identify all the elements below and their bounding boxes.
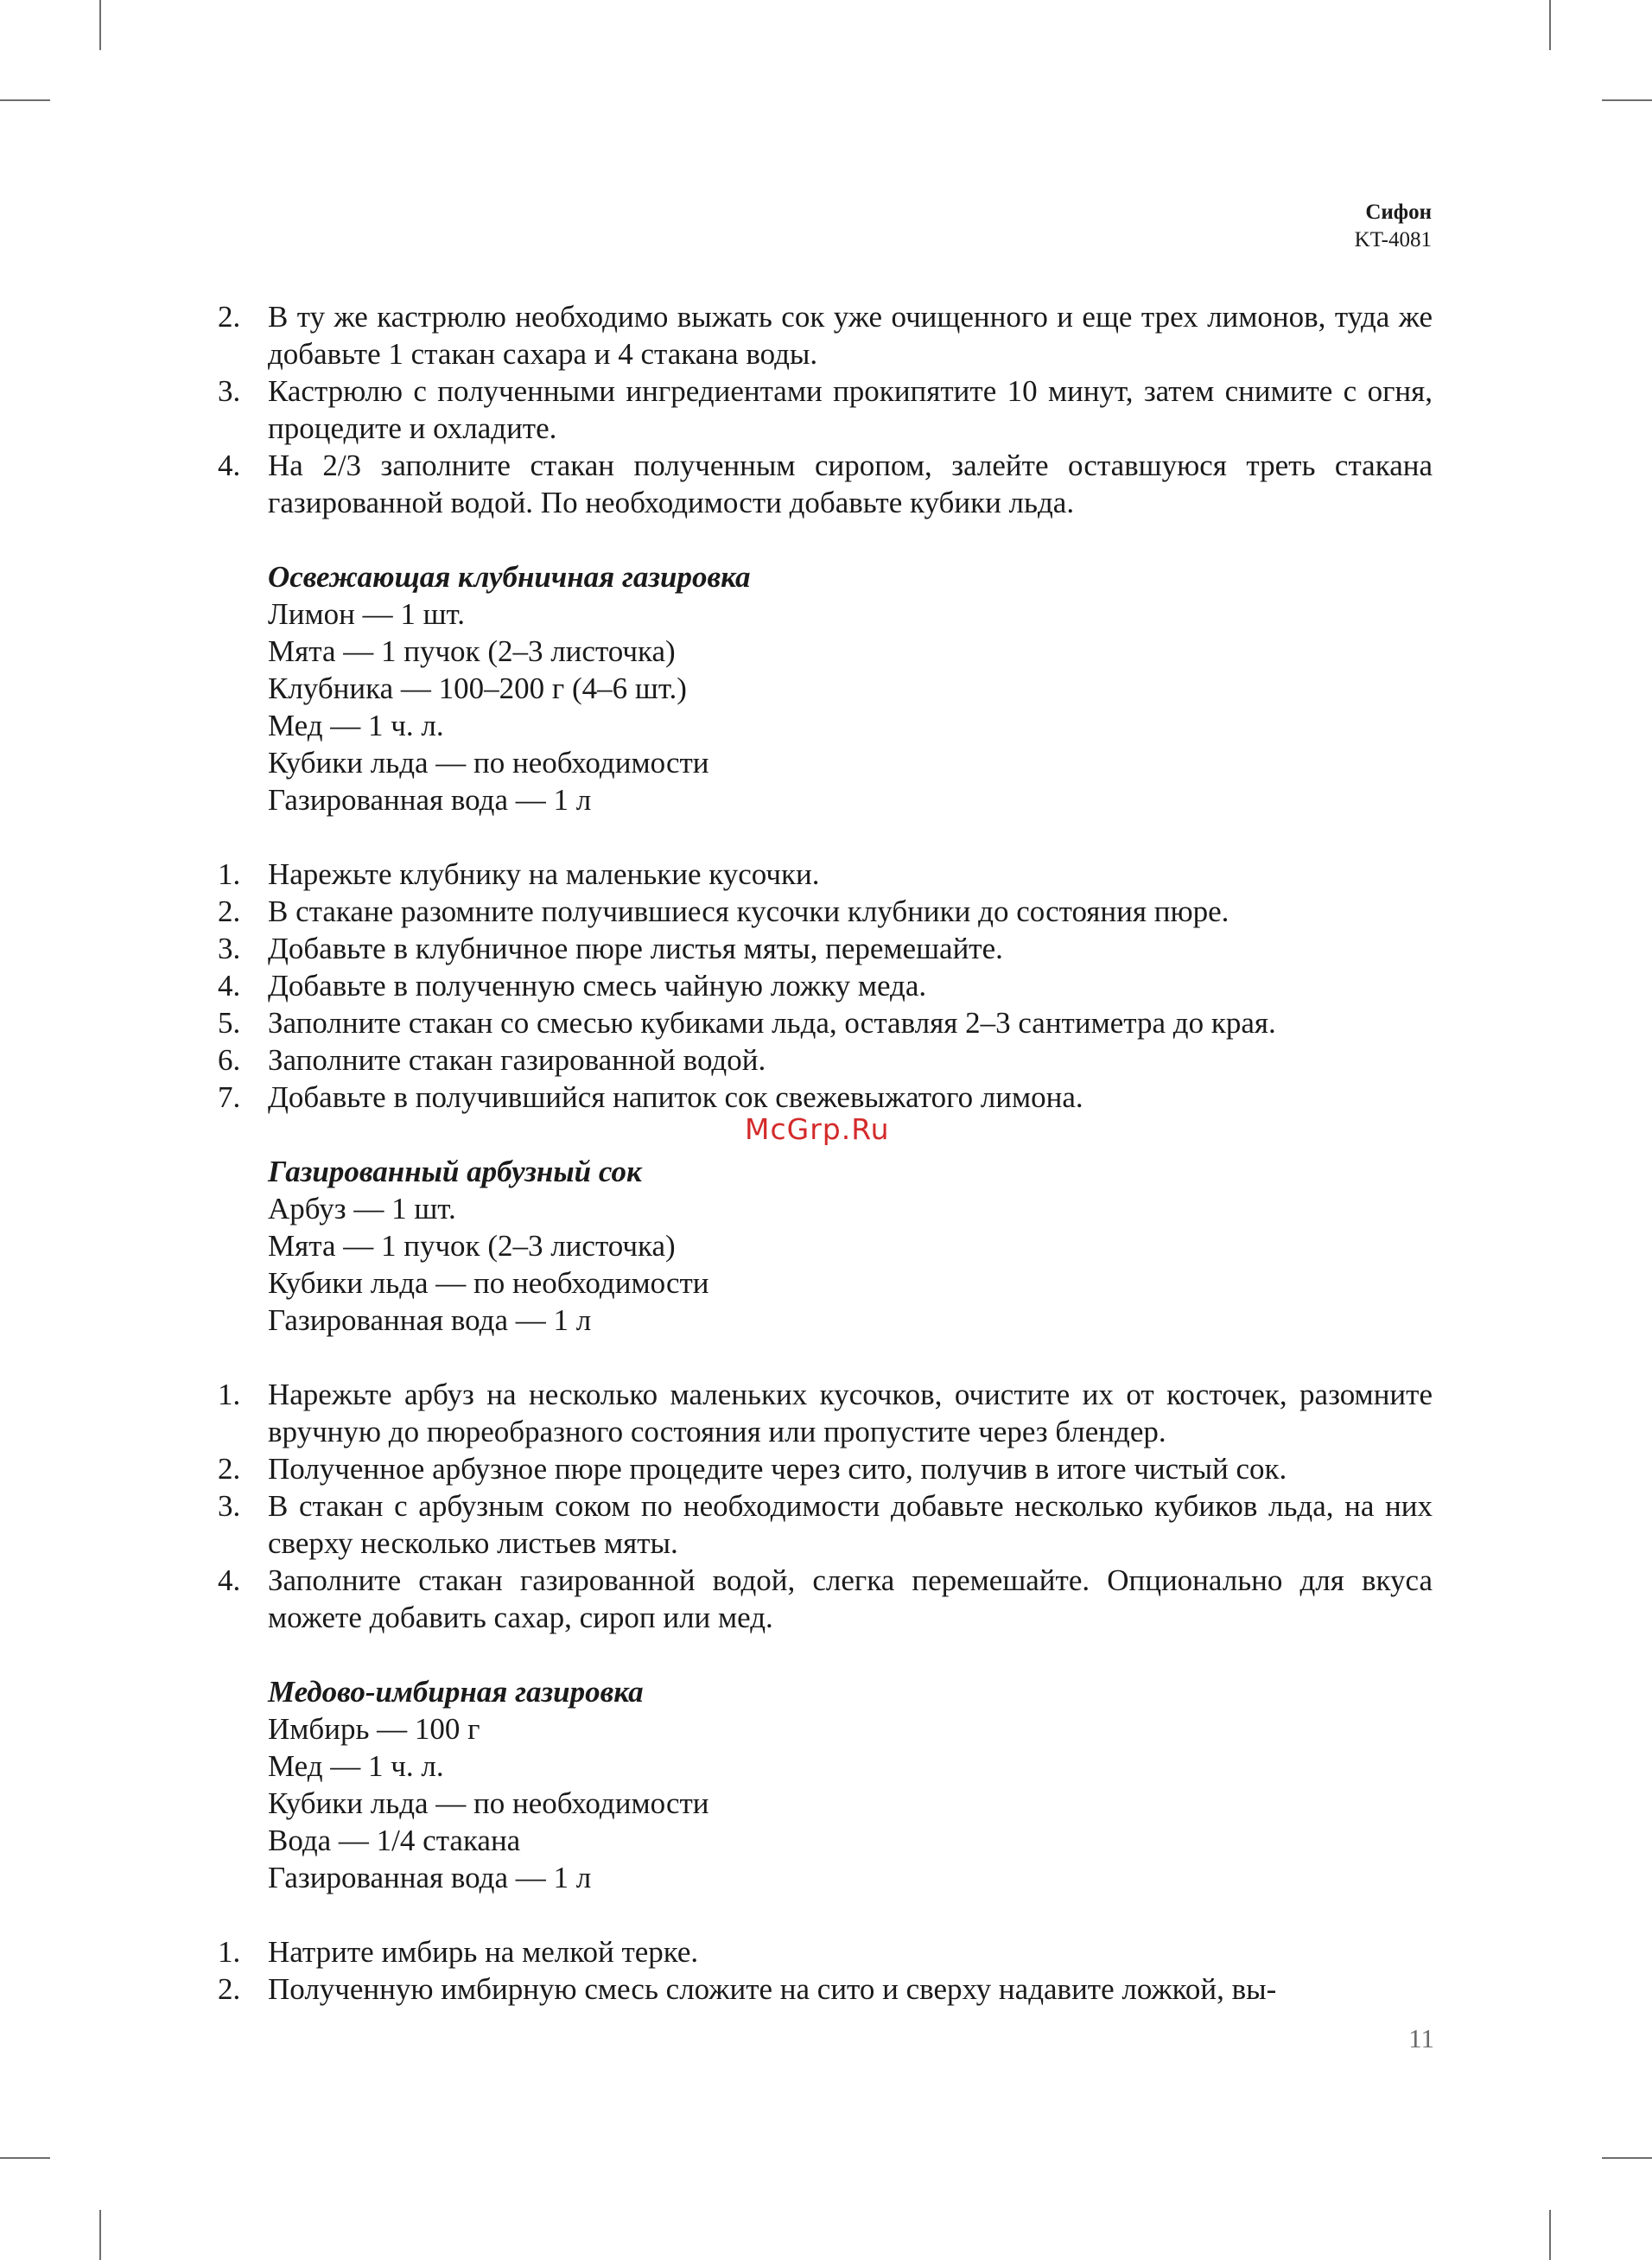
list-item	[207, 298, 1433, 372]
list-item	[207, 447, 1433, 521]
list-item	[207, 1376, 1433, 1450]
list-item	[207, 1487, 1433, 1562]
step-text: Заполните стакан газированной водой, слегка перемешайте. Опционально для вкуса можете добавить сахар, сироп или мед.	[268, 1563, 1433, 1634]
recipe-title: Газированный арбузный сок	[268, 1155, 642, 1188]
step-text: Заполните стакан со смесью кубиками льда, оставляя 2–3 сантиметра до края.	[268, 1006, 1276, 1040]
ingredient-list	[268, 1190, 1433, 1339]
step-number: 1.	[218, 857, 241, 891]
recipe-steps	[207, 1376, 1433, 1636]
step-number: 1.	[218, 1935, 241, 1969]
ingredient-item: Лимон — 1 шт.	[268, 597, 465, 631]
ingredient-item: Газированная вода — 1 л	[268, 1303, 592, 1337]
list-item	[207, 372, 1433, 447]
ingredient-list	[268, 1710, 1433, 1896]
ingredient-item: Мед — 1 ч. л.	[268, 709, 444, 742]
crop-mark	[99, 2210, 101, 2260]
crop-mark	[99, 0, 101, 50]
watermark: McGrp.Ru	[745, 1112, 890, 1146]
step-text: Заполните стакан газированной водой.	[268, 1043, 766, 1077]
recipe-block	[207, 558, 1433, 818]
crop-mark	[0, 99, 50, 101]
step-number: 3.	[218, 932, 241, 965]
list-item	[207, 893, 1433, 930]
ingredient-item: Кубики льда — по необходимости	[268, 746, 709, 780]
step-text: Кастрюлю с полученными ингредиентами прокипятите 10 минут, затем снимите с огня, процедите и охладите.	[268, 374, 1433, 445]
ingredient-item: Вода — 1/4 стакана	[268, 1824, 521, 1857]
step-text: Полученную имбирную смесь сложите на сито и сверху надавите ложкой, вы-	[268, 1972, 1277, 2006]
ingredient-item: Кубики льда — по необходимости	[268, 1266, 709, 1300]
step-text: Добавьте в клубничное пюре листья мяты, перемешайте.	[268, 932, 1003, 965]
ingredient-item: Кубики льда — по необходимости	[268, 1786, 709, 1820]
step-number: 2.	[218, 300, 241, 334]
step-text: Нарежьте клубнику на маленькие кусочки.	[268, 857, 820, 891]
step-number: 3.	[218, 1489, 241, 1523]
list-item	[207, 930, 1433, 967]
recipe-title: Освежающая клубничная газировка	[268, 560, 751, 594]
page-header	[1355, 199, 1432, 254]
step-number: 4.	[218, 1563, 241, 1597]
list-item	[207, 1004, 1433, 1041]
step-number: 6.	[218, 1043, 241, 1077]
step-number: 1.	[218, 1378, 241, 1411]
step-text: В стакане разомните получившиеся кусочки клубники до состояния пюре.	[268, 894, 1229, 928]
list-item	[207, 1970, 1433, 2008]
ingredient-item: Мята — 1 пучок (2–3 листочка)	[268, 1229, 676, 1263]
page-number: 11	[1408, 2023, 1434, 2053]
crop-mark	[1549, 2210, 1551, 2260]
crop-mark	[1549, 0, 1551, 50]
step-number: 4.	[218, 449, 241, 482]
step-number: 5.	[218, 1006, 241, 1040]
step-text: На 2/3 заполните стакан полученным сиропом, залейте оставшуюся треть стакана газированной водой. По необходимости добавьте кубики льда.	[268, 449, 1433, 519]
step-number: 2.	[218, 1452, 241, 1486]
step-number: 2.	[218, 1972, 241, 2006]
list-item	[207, 967, 1433, 1004]
list-item	[207, 1450, 1433, 1487]
recipe-steps	[207, 1933, 1433, 2008]
step-number: 4.	[218, 969, 241, 1003]
list-item	[207, 1933, 1433, 1970]
recipe-block	[207, 1673, 1433, 1896]
crop-mark	[1602, 99, 1652, 101]
crop-mark	[1602, 2157, 1652, 2159]
ingredient-list	[268, 595, 1433, 818]
header-model: KT-4081	[1354, 228, 1432, 251]
step-text: Добавьте в получившийся напиток сок свежевыжатого лимона.	[268, 1080, 1083, 1114]
list-item	[207, 1562, 1433, 1636]
list-item	[207, 1079, 1433, 1116]
page-content	[207, 298, 1433, 2008]
ingredient-item: Газированная вода — 1 л	[268, 783, 592, 817]
ingredient-item: Клубника — 100–200 г (4–6 шт.)	[268, 672, 687, 705]
step-number: 7.	[218, 1080, 241, 1114]
list-item	[207, 856, 1433, 893]
intro-steps	[207, 298, 1433, 521]
recipe-title: Медово-имбирная газировка	[268, 1675, 644, 1709]
recipe-block	[207, 1153, 1433, 1339]
header-title: Сифон	[1365, 201, 1432, 224]
ingredient-item: Имбирь — 100 г	[268, 1712, 480, 1746]
step-text: Полученное арбузное пюре процедите через сито, получив в итоге чистый сок.	[268, 1452, 1287, 1486]
step-text: Нарежьте арбуз на несколько маленьких кусочков, очистите их от косточек, разомните вручную до пюреобразного состояния или пропустите через блендер.	[268, 1378, 1433, 1448]
step-number: 3.	[218, 374, 241, 408]
crop-mark	[0, 2157, 50, 2159]
recipe-steps	[207, 856, 1433, 1116]
step-number: 2.	[218, 894, 241, 928]
list-item	[207, 1041, 1433, 1079]
step-text: В стакан с арбузным соком по необходимости добавьте несколько кубиков льда, на них сверху несколько листьев мяты.	[268, 1489, 1433, 1560]
step-text: В ту же кастрюлю необходимо выжать сок уже очищенного и еще трех лимонов, туда же добавьте 1 стакан сахара и 4 стакана воды.	[268, 300, 1433, 371]
step-text: Натрите имбирь на мелкой терке.	[268, 1935, 699, 1969]
step-text: Добавьте в полученную смесь чайную ложку меда.	[268, 969, 927, 1003]
ingredient-item: Мед — 1 ч. л.	[268, 1749, 444, 1783]
ingredient-item: Газированная вода — 1 л	[268, 1861, 592, 1894]
ingredient-item: Арбуз — 1 шт.	[268, 1192, 456, 1225]
ingredient-item: Мята — 1 пучок (2–3 листочка)	[268, 634, 676, 668]
